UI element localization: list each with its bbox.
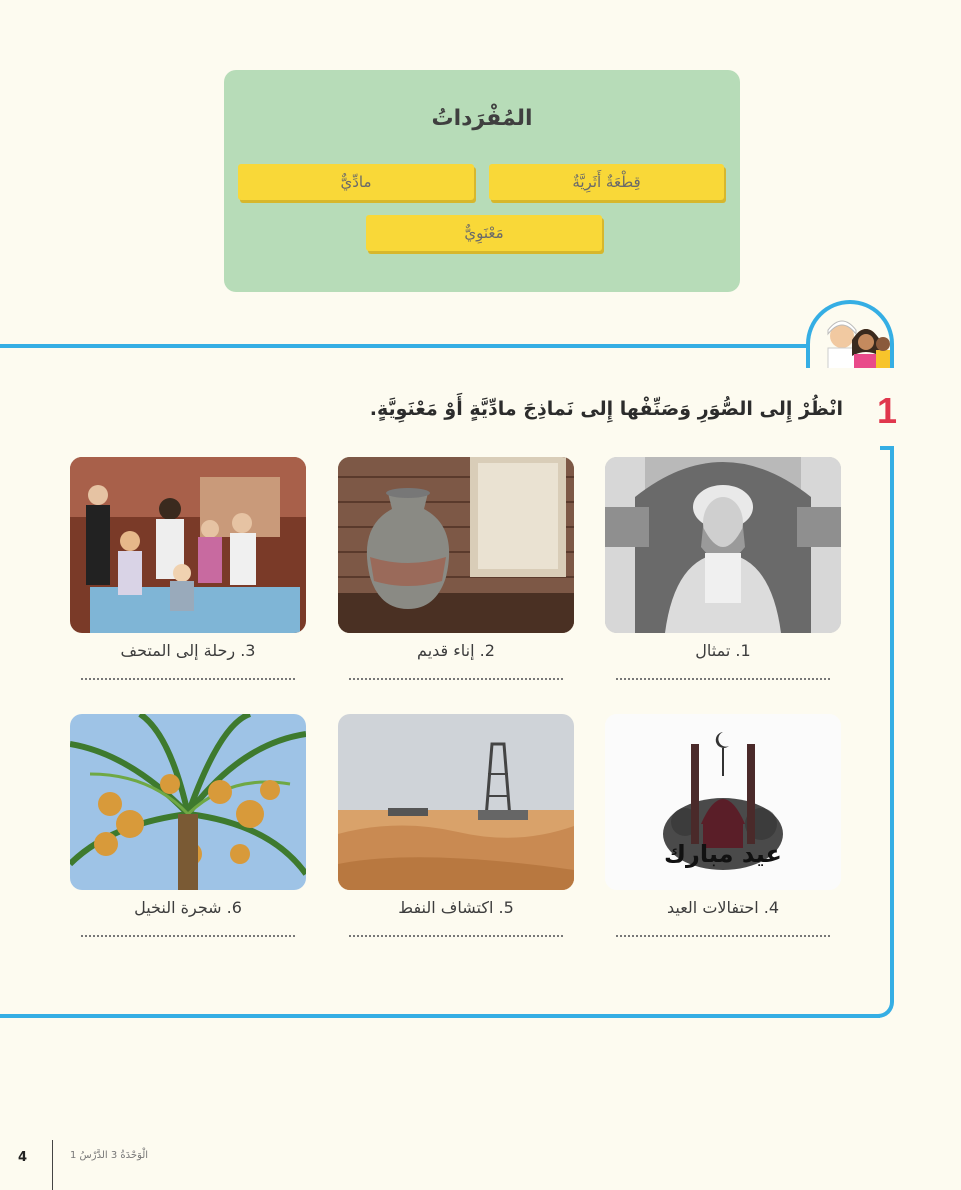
exercise-frame-tick (880, 446, 894, 450)
eid-celebration-image (605, 714, 841, 890)
vocabulary-title: المُفْرَداتُ (431, 106, 533, 131)
exercise-number: 1 (877, 390, 898, 431)
card-caption: 2. إناء قديم (417, 641, 495, 660)
exercise-frame-side (874, 446, 894, 1018)
answer-line[interactable] (616, 935, 830, 937)
eid-greeting-text: عيد مبارك (664, 840, 782, 868)
answer-line[interactable] (81, 935, 295, 937)
card-oil-discovery (338, 714, 574, 937)
card-caption: 4. احتفالات العيد (666, 898, 780, 917)
answer-line[interactable] (616, 678, 830, 680)
ancient-vase-image (338, 457, 574, 633)
card-statue (605, 457, 841, 680)
exercise-frame-bottom (0, 1014, 880, 1018)
answer-line[interactable] (349, 935, 563, 937)
answer-line[interactable] (81, 678, 295, 680)
vocabulary-box (224, 70, 740, 292)
card-palm-tree (70, 714, 306, 937)
oil-discovery-image (338, 714, 574, 890)
footer-unit-lesson: الْوَحْدَةُ 3 الدَّرْسُ 1 (70, 1150, 149, 1161)
students-avatar-icon (806, 300, 894, 368)
card-caption: 1. تمثال (695, 641, 751, 660)
vocab-word-material: مادِّيٌّ (238, 164, 474, 200)
statue-image (605, 457, 841, 633)
card-caption: 6. شجرة النخيل (134, 898, 242, 917)
card-ancient-vase (338, 457, 574, 680)
card-eid-celebration (605, 714, 841, 937)
page-number: 4 (18, 1150, 28, 1165)
palm-tree-image (70, 714, 306, 890)
card-caption: 5. اكتشاف النفط (398, 898, 514, 917)
exercise-frame-top (0, 344, 815, 348)
museum-trip-image (70, 457, 306, 633)
footer-divider (52, 1140, 53, 1190)
answer-line[interactable] (349, 678, 563, 680)
card-caption: 3. رحلة إلى المتحف (120, 641, 256, 660)
vocab-word-abstract: مَعْنَوِيٌّ (366, 215, 602, 251)
vocab-word-artifact: قِطْعَةٌ أَثَرِيَّةٌ (489, 164, 724, 200)
exercise-instruction: انْظُرْ إِلى الصُّوَرِ وَصَنِّفْها إِلى نَماذِجَ مادِّيَّةٍ أَوْ مَعْنَوِيَّةٍ. (369, 398, 843, 420)
card-museum-trip (70, 457, 306, 680)
